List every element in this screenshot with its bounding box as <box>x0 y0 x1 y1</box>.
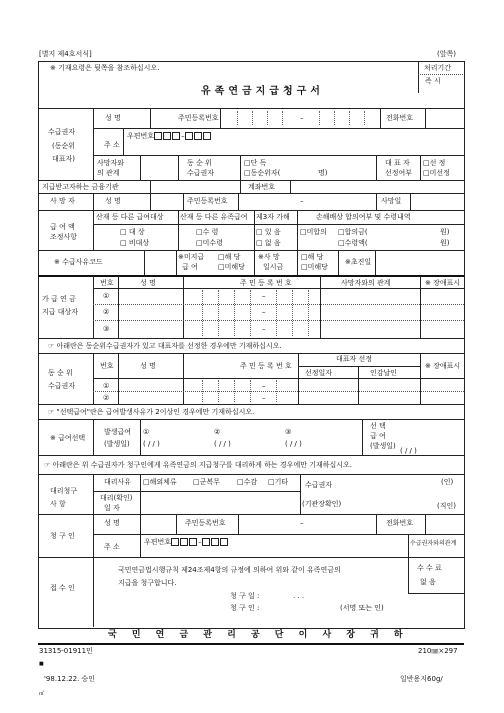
processing-period-label: 처리기간 <box>424 64 452 72</box>
applicant-label: 청 구 인 <box>50 532 75 540</box>
same-rank-label2: 수급권자 <box>187 169 215 177</box>
add-pension-label: 가 급 연 금 <box>42 295 76 303</box>
same-seal-header: 인감날인 <box>370 369 398 377</box>
choice-date-3: ( / / ) <box>285 440 302 448</box>
proxy-other[interactable]: □기타 <box>268 478 289 486</box>
benefit-choice-label: ※ 급여선택 <box>50 434 86 442</box>
fee-label: 수 수 료 <box>417 564 442 572</box>
claimant-sub: (동순위 <box>52 142 76 150</box>
applicant-address-label: 주 소 <box>104 543 120 551</box>
proxy-label: 대리청구 <box>50 487 78 495</box>
claimant-phone-label: 전화번호 <box>386 114 414 122</box>
won-unit: 원) <box>440 228 450 236</box>
form-title: 유족연금지급청구서 <box>201 86 324 97</box>
same-rep-header: 대표자 선정 <box>336 355 373 363</box>
receipt-stamp-label: 접 수 인 <box>50 584 75 592</box>
death-date-label: 사망일 <box>381 197 402 205</box>
claimant-name-label: 성 명 <box>105 114 121 122</box>
death-lump-yes[interactable]: □해 당 <box>301 253 324 261</box>
approval-date: '98.12.22. 승인 <box>44 675 96 683</box>
deceased-label: 사 망 자 <box>50 197 75 205</box>
selected-label2: 급 여 <box>370 432 386 440</box>
rep-chosen-checkbox[interactable]: □선 정 <box>423 159 446 167</box>
same-rank-note: ☞ 아래란은 동순위수급권자가 있고 대표자를 선정한 경우에만 기재하십시오. <box>48 342 282 350</box>
add-no-header: 번호 <box>100 279 114 287</box>
same-no-header: 번호 <box>100 362 114 370</box>
form-code: 31315-01911민 <box>39 647 93 655</box>
processing-period-value: 즉 시 <box>425 77 441 85</box>
choice-date-2: ( / / ) <box>214 440 231 448</box>
relation-label: 사망자와 <box>97 159 125 167</box>
same-rank-label: 동 순 위 <box>187 159 212 167</box>
add-disabled-header: ※ 장애표시 <box>425 279 461 287</box>
instructions-note: ※ 기재요령은 뒷쪽을 참조하십시오. <box>50 64 160 72</box>
holder-label: 수급권자 <box>305 481 333 489</box>
adjust-received-amount[interactable]: □수령액( <box>338 239 368 247</box>
org-stamp: (직인) <box>437 502 456 510</box>
add-row-number: ③ <box>103 325 110 333</box>
proxy-cert-label2: 일 자 <box>104 504 120 512</box>
same-name-header: 성 명 <box>140 362 156 370</box>
unpaid-yes[interactable]: □해 당 <box>218 253 241 261</box>
death-lump-label: ※사 망 <box>258 253 280 261</box>
proxy-abroad[interactable]: □해외체류 <box>143 478 177 486</box>
add-pension-label2: 지급 대상자 <box>42 308 79 316</box>
page-side: (앞쪽) <box>437 50 456 58</box>
declaration-line2: 지급을 청구합니다. <box>118 579 177 587</box>
add-name-header: 성 명 <box>140 279 156 287</box>
proxy-reason-label: 대리사유 <box>104 478 132 486</box>
deceased-name-label: 성 명 <box>105 197 121 205</box>
choice-option-1[interactable]: ① <box>143 428 150 436</box>
same-rank-section-label: 동 순 위 <box>48 369 73 377</box>
sign-or-seal[interactable]: (서명 또는 인) <box>340 604 384 612</box>
adjust-col1: 산재 등 다른 급여대상 <box>96 213 164 221</box>
adjust-label: 급 여 액 <box>50 223 75 231</box>
persons-count: 명) <box>318 169 328 177</box>
applicant-rrn-label: 주민등록번호 <box>185 519 226 527</box>
same-rank-section-label2: 수급권자 <box>48 382 76 390</box>
choice-option-3[interactable]: ③ <box>285 428 292 436</box>
choice-note: ☞ "선택급여"란은 급여발생사유가 2이상인 경우에만 기재하십시오. <box>48 408 255 416</box>
adjust-col4: 손해배상 합의여부 및 수령내역 <box>316 213 411 221</box>
won-unit2: 원) <box>440 239 450 247</box>
deceased-rrn-label: 주민등록번호 <box>187 197 228 205</box>
applicant-phone-label: 전화번호 <box>386 519 414 527</box>
death-lump-label2: 일시금 <box>263 263 284 271</box>
choice-date-1: ( / / ) <box>143 440 160 448</box>
unpaid-no[interactable]: □미해당 <box>218 263 245 271</box>
unpaid-label2: 급 여 <box>182 263 198 271</box>
footer-mark: ■ <box>39 661 44 667</box>
same-date-header: 선정일자 <box>305 369 333 377</box>
first-visit-label: ※초진일 <box>345 258 372 266</box>
claim-date-label: 청 구 일 : <box>230 592 260 600</box>
relation-label2: 의 관계 <box>97 169 120 177</box>
add-row-number: ① <box>103 292 110 300</box>
proxy-military[interactable]: □군복무 <box>193 478 220 486</box>
proxy-note: ☞ 아래란은 위 수급권자가 청구인에게 유족연금의 지급청구를 대리하게 하는 경우에만 기재하십시오. <box>44 461 352 469</box>
claimant-postal[interactable]: 우편번호 – <box>127 132 212 140</box>
bank-label: 지급받고자하는 금융기관 <box>42 183 119 191</box>
holder-seal: (인) <box>441 478 454 486</box>
footer-mark2: ㎡ <box>39 691 45 697</box>
selected-date: ( / / ) <box>400 447 417 455</box>
org-confirm-label: (기관장확인) <box>302 500 342 508</box>
claim-date-value[interactable]: . . . <box>293 592 305 600</box>
proxy-prison[interactable]: □수감 <box>237 478 258 486</box>
add-rrn-header: 주 민 등 록 번 호 <box>240 279 292 287</box>
same-row-number: ① <box>103 382 110 390</box>
adjust-label2: 조정사항 <box>50 233 78 241</box>
rep-not-chosen-checkbox[interactable]: □미선정 <box>423 169 450 177</box>
adjust-no[interactable]: □ 없 음 <box>256 239 281 247</box>
adjust-no-agreement[interactable]: □미합의 <box>300 228 327 236</box>
single-checkbox[interactable]: □단 독 <box>244 159 267 167</box>
paper-size: 210㎜×297 <box>418 647 458 655</box>
selected-label3: (발생일) <box>370 442 396 450</box>
paper-weight: 일반용지60g/ <box>400 675 443 683</box>
applicant-rel-label: 수급권자와의관계 <box>410 540 457 547</box>
adjust-target[interactable]: □ 대 상 <box>120 228 145 236</box>
claimant-rrn-label[interactable]: 주민등록번호 <box>178 114 219 122</box>
add-rel-header: 사망자와의 관계 <box>341 279 391 287</box>
with-same-rank-checkbox[interactable]: □동순위자( <box>244 169 281 177</box>
account-label: 계좌번호 <box>248 183 276 191</box>
reason-code-label: ※ 수급사유코드 <box>54 258 103 266</box>
claimant-sub2: 대표자) <box>52 155 76 163</box>
rep-label: 대 표 자 <box>385 159 410 167</box>
same-row-number: ② <box>103 394 110 402</box>
rep-label2: 선정여부 <box>385 169 413 177</box>
death-lump-no[interactable]: □미해당 <box>301 263 328 271</box>
applicant-name-label: 성 명 <box>104 519 120 527</box>
occ-label2: (발생일) <box>104 440 130 448</box>
postal-label: 우편번호 <box>127 132 155 140</box>
proxy-label2: 사 항 <box>50 500 66 508</box>
unpaid-label: ※미지급 <box>178 253 205 261</box>
form-number: [별지 제4호서식] <box>39 50 92 58</box>
adjust-nontarget[interactable]: □ 비대상 <box>120 239 150 247</box>
adjust-not-received[interactable]: □미수령 <box>196 239 223 247</box>
applicant-postal[interactable]: 우편번호 – <box>144 538 229 546</box>
adjust-settlement[interactable]: □합의금( <box>338 228 368 236</box>
adjust-yes[interactable]: □ 있 음 <box>256 228 281 236</box>
claimant-label: 수급권자 <box>48 128 76 136</box>
same-rrn-header: 주 민 등 록 번 호 <box>240 362 292 370</box>
addressee: 국 민 연 금 관 리 공 단 이 사 장 귀 하 <box>108 630 409 640</box>
postal-label: 우편번호 <box>144 538 172 546</box>
adjust-col3: 제3자 가해 <box>256 213 290 221</box>
same-disabled-header: ※ 장애표시 <box>425 362 461 370</box>
adjust-col2: 산재 등 다른 유족급여 <box>180 213 248 221</box>
claimant-sign-label: 청 구 인 : <box>230 604 260 612</box>
proxy-cert-label: 대리(확인) <box>100 494 133 502</box>
choice-option-2[interactable]: ② <box>214 428 221 436</box>
claimant-address-label: 주 소 <box>104 141 120 149</box>
add-row-number: ② <box>103 308 110 316</box>
adjust-received[interactable]: □수 령 <box>196 228 219 236</box>
fee-value: 없 음 <box>420 578 436 586</box>
occ-label: 발생급여 <box>104 428 132 436</box>
declaration-line1: 국민연금법시행규칙 제24조제4항의 규정에 의하여 위와 같이 유족연금의 <box>118 566 341 574</box>
selected-label: 선 택 <box>370 422 386 430</box>
